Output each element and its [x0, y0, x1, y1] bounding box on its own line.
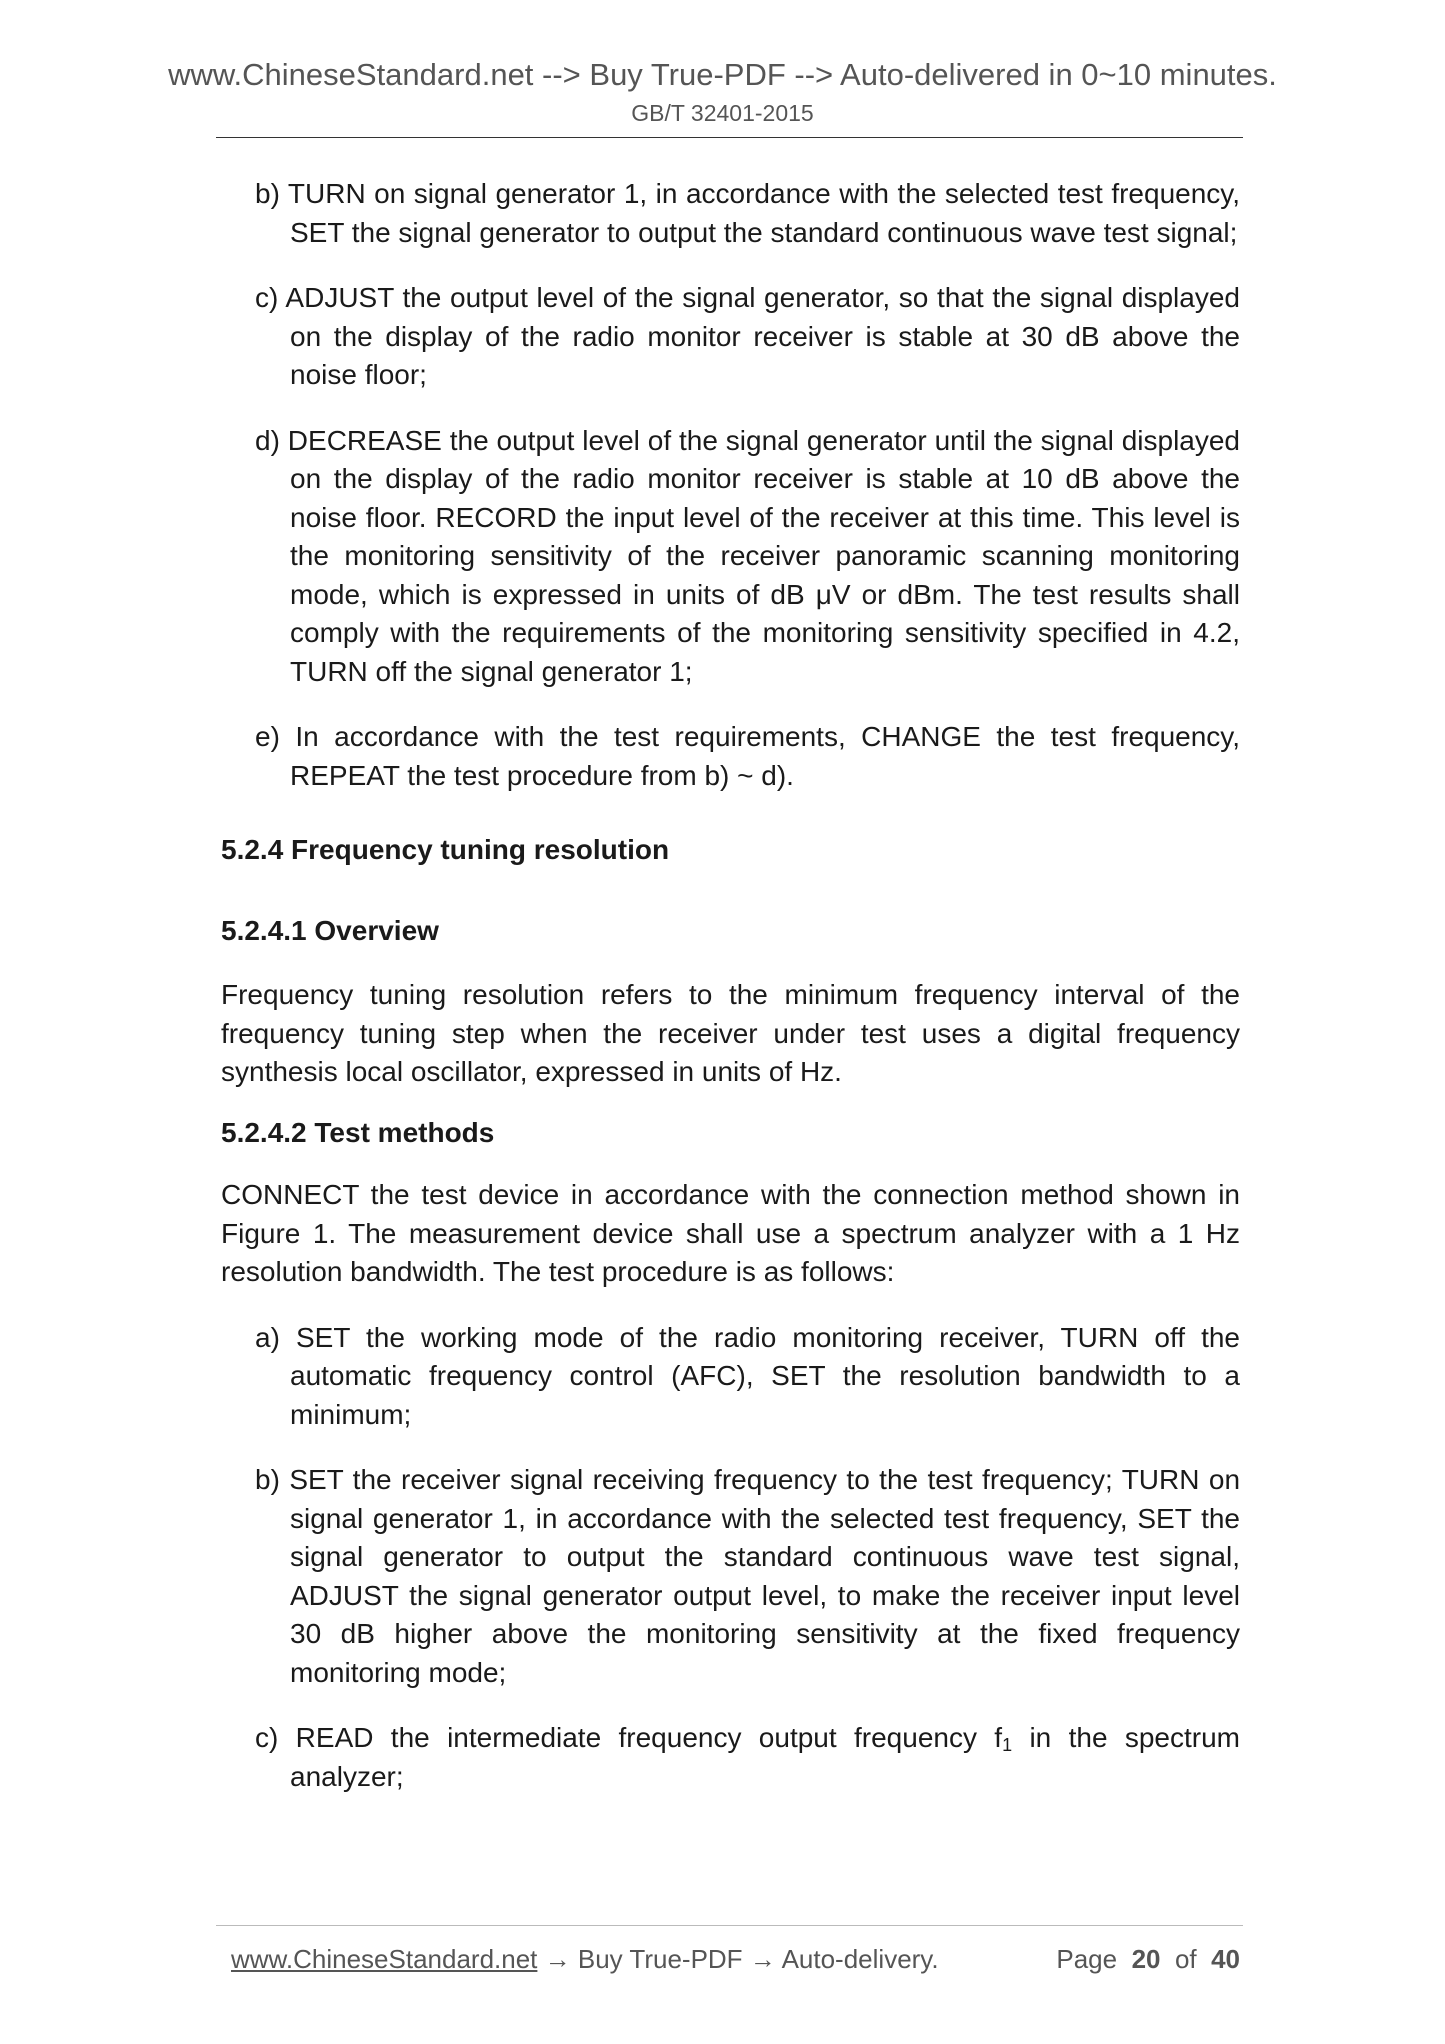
- footer-divider: [216, 1925, 1243, 1926]
- step-label: d): [255, 424, 280, 456]
- step-text: In accordance with the test requirements, CHANGE the test frequency, REPEAT the test procedure from b) ~ d).: [290, 721, 1241, 791]
- section-heading-5-2-4-1: 5.2.4.1 Overview: [221, 914, 439, 946]
- header-banner: www.ChineseStandard.net --> Buy True-PDF --> Auto-delivered in 0~10 minutes.: [168, 57, 1277, 92]
- overview-paragraph: Frequency tuning resolution refers to the minimum frequency interval of the frequency tuning step when the receiver under test uses a digital frequency synthesis local oscillator, expressed in units of Hz.: [221, 979, 1240, 1087]
- step-b-top: [221, 175, 1240, 252]
- standard-id: GB/T 32401-2015: [631, 100, 814, 126]
- step-label: a): [255, 1321, 280, 1353]
- page-number: 20: [1131, 1944, 1161, 1974]
- step-a-bottom: [221, 1319, 1240, 1435]
- chinesestandard-link[interactable]: www.ChineseStandard.net: [231, 1944, 538, 1974]
- step-text: TURN on signal generator 1, in accordance with the selected test frequency, SET the signal generator to output the standard continuous wave test signal;: [287, 178, 1240, 248]
- step-text-cont: in the spectrum analyzer;: [290, 1722, 1241, 1792]
- total-pages: 40: [1211, 1944, 1240, 1974]
- step-c-top: [221, 279, 1240, 395]
- step-text: ADJUST the output level of the signal generator, so that the signal displayed on the display of the radio monitor receiver is stable at 30 dB above the noise floor;: [285, 282, 1240, 390]
- footer-links: [231, 1942, 939, 1976]
- header-divider: [216, 137, 1243, 138]
- step-e-top: [221, 718, 1240, 795]
- step-label: c): [255, 1722, 279, 1753]
- page-header: [0, 56, 1445, 128]
- step-text: SET the receiver signal receiving frequency to the test frequency; TURN on signal generator 1, in accordance with the selected test frequency, SET the signal generator to output the standard continuous wave test signal, ADJUST the signal generator output level, to make the receiver input level 30 dB higher above the monitoring sensitivity at the fixed frequency monitoring mode;: [289, 1464, 1241, 1688]
- page-label: Page: [1056, 1944, 1118, 1974]
- step-label: e): [255, 721, 280, 752]
- step-text: SET the working mode of the radio monitoring receiver, TURN off the automatic frequency control (AFC), SET the resolution bandwidth to a minimum;: [290, 1321, 1241, 1430]
- footer-delivery-text: → Buy True-PDF → Auto-delivery.: [537, 1944, 939, 1974]
- step-label: b): [255, 178, 280, 209]
- section-heading-5-2-4: 5.2.4 Frequency tuning resolution: [221, 834, 670, 865]
- step-text: READ the intermediate frequency output frequency f: [295, 1722, 1003, 1753]
- page-indicator: [1056, 1942, 1240, 1976]
- methods-intro-paragraph: CONNECT the test device in accordance with the connection method shown in Figure 1. The measurement device shall use a spectrum analyzer with a 1 Hz resolution bandwidth. The test procedure is as follows:: [221, 1179, 1240, 1287]
- step-label: b): [255, 1464, 280, 1495]
- section-heading-5-2-4-2: 5.2.4.2 Test methods: [221, 1116, 495, 1148]
- of-label: of: [1174, 1944, 1197, 1974]
- step-b-bottom: [221, 1461, 1240, 1692]
- step-c-bottom: [221, 1719, 1240, 1796]
- step-d-top: [221, 422, 1240, 692]
- document-body: [221, 175, 1240, 1823]
- step-label: c): [255, 282, 279, 313]
- step-text: DECREASE the output level of the signal generator until the signal displayed on the display of the radio monitor receiver is stable at 10 dB above the noise floor. RECORD the input level of the receiver at this time. This level is the monitoring sensitivity of the receiver panoramic scanning monitoring mode, which is expressed in units of dB μV or dBm. The test results shall comply with the requirements of the monitoring sensitivity specified in 4.2, TURN off the signal generator 1;: [287, 424, 1241, 687]
- subscript-1: 1: [1002, 1735, 1013, 1755]
